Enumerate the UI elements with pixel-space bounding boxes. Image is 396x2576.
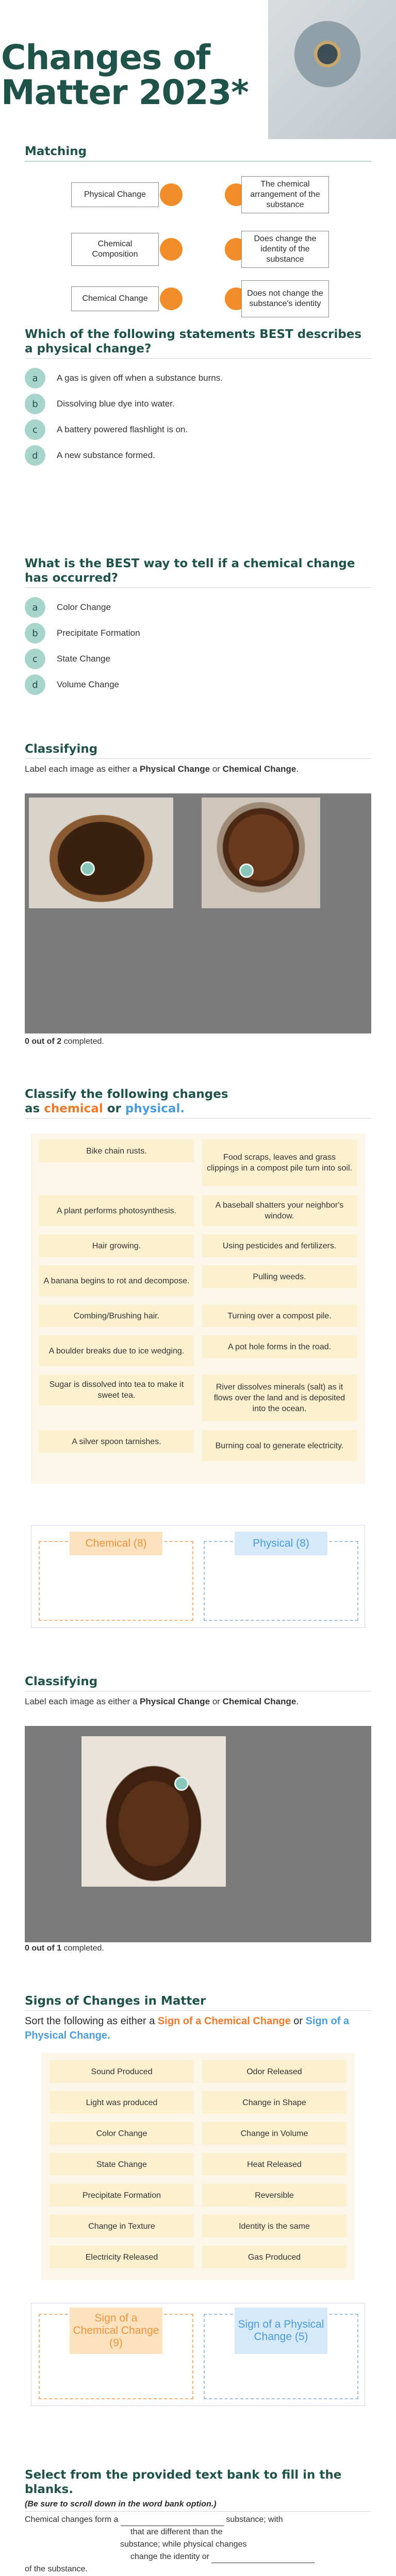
sign-card[interactable]: Color Change	[50, 2122, 194, 2145]
changes-bins	[31, 1525, 365, 1628]
progress-suffix: completed.	[61, 1037, 104, 1046]
sign-card[interactable]: Identity is the same	[202, 2215, 346, 2238]
hero-image	[268, 0, 396, 139]
option-text: A gas is given off when a substance burns.	[57, 373, 223, 383]
fill-title: Select from the provided text bank to fill in the blanks.	[25, 2468, 342, 2496]
option-text: A new substance formed.	[57, 450, 155, 460]
title-text: Classify the following changes	[25, 1088, 228, 1101]
change-card[interactable]: A silver spoon tarnishes.	[39, 1430, 194, 1453]
q2-option-a[interactable]	[25, 597, 111, 618]
option-text: Dissolving blue dye into water.	[57, 399, 175, 409]
change-card[interactable]: A banana begins to rot and decompose.	[39, 1265, 194, 1296]
instr-chemical: Chemical Change	[222, 1697, 296, 1706]
classifying-1-progress	[25, 1037, 104, 1046]
change-card[interactable]: Hair growing.	[39, 1234, 194, 1257]
title-text: as	[25, 1102, 44, 1115]
instr-text: .	[296, 764, 299, 774]
change-card[interactable]: A boulder breaks due to ice wedging.	[39, 1335, 194, 1366]
classifying-title: Classifying	[25, 1675, 98, 1688]
fill-subtitle: (Be sure to scroll down in the word bank option.)	[25, 2500, 217, 2509]
sign-card[interactable]: Change in Volume	[202, 2122, 346, 2145]
progress-count: 0 out of 1	[25, 1944, 62, 1953]
title-line-1: Changes of	[1, 38, 210, 77]
section-divider	[25, 2511, 371, 2512]
match-left-3[interactable]: Chemical Change	[71, 286, 159, 311]
change-card[interactable]: A plant performs photosynthesis.	[39, 1195, 194, 1226]
image-3-label-hotspot[interactable]	[174, 1776, 189, 1791]
instr-text: Sort the following as either a	[25, 2015, 158, 2027]
change-card[interactable]: A pot hole forms in the road.	[202, 1335, 357, 1358]
match-right-2[interactable]: Does change the identity of the substance	[241, 231, 329, 268]
chocolate-bowl-image	[29, 798, 173, 908]
option-text: Volume Change	[57, 680, 119, 689]
hero-graphic	[289, 15, 366, 93]
sign-card[interactable]: Precipitate Formation	[50, 2184, 194, 2207]
signs-title: Signs of Changes in Matter	[25, 1994, 206, 2008]
option-text: Color Change	[57, 602, 111, 612]
option-letter: c	[25, 419, 45, 440]
instr-text: Label each image as either a	[25, 1697, 140, 1706]
title-chemical: chemical	[44, 1102, 103, 1115]
signs-card-pool	[41, 2053, 355, 2280]
passage-text: of the substance.	[25, 2565, 88, 2573]
passage-text: substance; with	[226, 2515, 283, 2524]
instr-chemical: Sign of a Chemical Change	[157, 2015, 291, 2027]
section-divider	[25, 758, 371, 759]
q1-option-d[interactable]	[25, 445, 155, 466]
physical-bin-label: Physical (8)	[235, 1532, 327, 1555]
match-right-1[interactable]: The chemical arrangement of the substance	[241, 176, 329, 213]
chemical-bin-label: Chemical (8)	[70, 1532, 162, 1555]
q2-option-d[interactable]	[25, 674, 119, 695]
progress-count: 0 out of 2	[25, 1037, 62, 1046]
q2-option-c[interactable]	[25, 649, 110, 669]
option-text: State Change	[57, 654, 110, 664]
classifying-image-panel	[25, 793, 371, 1033]
change-card[interactable]: Combing/Brushing hair.	[39, 1304, 194, 1327]
image-2-label-hotspot[interactable]	[239, 863, 254, 878]
match-left-2[interactable]: Chemical Composition	[71, 233, 159, 266]
classifying-image-panel-2	[25, 1726, 371, 1942]
option-letter: b	[25, 394, 45, 414]
q2-option-b[interactable]	[25, 623, 140, 643]
sign-card[interactable]: State Change	[50, 2153, 194, 2176]
classifying-2-progress	[25, 1944, 104, 1953]
change-card[interactable]: A baseball shatters your neighbor's window.	[202, 1195, 357, 1226]
sign-card[interactable]: Heat Released	[202, 2153, 346, 2176]
sign-card[interactable]: Change in Texture	[50, 2215, 194, 2238]
classifying-instructions	[25, 1697, 371, 1707]
sign-card[interactable]: Light was produced	[50, 2091, 194, 2114]
instr-text: .	[296, 1697, 299, 1706]
sign-card[interactable]: Sound Produced	[50, 2060, 194, 2083]
change-card[interactable]: River dissolves minerals (salt) as it flows over the land and is deposited into the ocean.	[202, 1375, 357, 1421]
classifying-section-2	[25, 1674, 371, 1707]
sign-card[interactable]: Odor Released	[202, 2060, 346, 2083]
match-right-3[interactable]: Does not change the substance's identity	[241, 280, 329, 317]
sign-card[interactable]: Reversible	[202, 2184, 346, 2207]
instr-text: or	[210, 1697, 223, 1706]
instr-text: or	[210, 764, 223, 774]
question-1-title: Which of the following statements BEST describes a physical change?	[25, 328, 362, 355]
option-letter: a	[25, 597, 45, 618]
question-1	[25, 327, 371, 467]
title-line-2: Matter 2023*	[1, 73, 249, 112]
page-header	[0, 0, 396, 134]
option-letter: b	[25, 623, 45, 643]
match-left-1[interactable]: Physical Change	[71, 182, 159, 207]
q1-option-a[interactable]	[25, 368, 223, 388]
option-letter: c	[25, 649, 45, 669]
option-letter: d	[25, 445, 45, 466]
change-card[interactable]: Bike chain rusts.	[39, 1140, 194, 1162]
title-text: or	[103, 1102, 125, 1115]
instr-physical: Sign of a Physical Change.	[25, 2015, 350, 2041]
match-left-3-connector[interactable]	[160, 287, 183, 310]
matching-title: Matching	[25, 145, 87, 158]
fill-blank-section	[25, 2468, 371, 2576]
classifying-instructions	[25, 764, 371, 774]
instr-chemical: Chemical Change	[222, 764, 296, 774]
signs-bins	[31, 2303, 365, 2406]
classifying-section-1	[25, 742, 371, 774]
option-letter: a	[25, 368, 45, 388]
progress-suffix: completed.	[61, 1944, 104, 1953]
instr-text: Label each image as either a	[25, 764, 140, 774]
baked-cake-image	[202, 798, 320, 908]
classify-changes-title	[25, 1087, 371, 1116]
passage-text: Chemical changes form a	[25, 2515, 119, 2524]
option-text: A battery powered flashlight is on.	[57, 425, 188, 434]
change-card[interactable]: Food scraps, leaves and grass clippings in a compost pile turn into soil.	[202, 1140, 357, 1186]
title-physical: physical.	[125, 1102, 185, 1115]
sign-card[interactable]: Change in Shape	[202, 2091, 346, 2114]
physical-sign-bin-label: Sign of a Physical Change (5)	[235, 2308, 327, 2354]
classifying-title: Classifying	[25, 742, 98, 756]
signs-section	[25, 1994, 371, 2043]
sign-card[interactable]: Electricity Released	[50, 2246, 194, 2268]
instr-text: or	[290, 2015, 306, 2027]
instr-physical: Physical Change	[140, 1697, 210, 1706]
change-card[interactable]: Pulling weeds.	[202, 1265, 357, 1288]
fill-passage	[25, 2514, 371, 2576]
matching-section	[25, 144, 371, 337]
option-text: Precipitate Formation	[57, 628, 140, 638]
section-divider	[25, 2010, 371, 2011]
instr-physical: Physical Change	[140, 764, 210, 774]
page-title	[1, 40, 249, 110]
question-2	[25, 556, 371, 696]
q1-option-c[interactable]	[25, 419, 188, 440]
signs-instructions	[25, 2014, 371, 2043]
change-card[interactable]: Burning coal to generate electricity.	[202, 1430, 357, 1461]
option-letter: d	[25, 674, 45, 695]
chemical-sign-bin-label: Sign of a Chemical Change (9)	[70, 2308, 162, 2354]
passage-text: change the identity or	[130, 2552, 209, 2561]
change-card[interactable]: Using pesticides and fertilizers.	[202, 1234, 357, 1257]
passage-text: substance; while physical changes	[120, 2540, 247, 2549]
classify-changes-section	[25, 1087, 371, 1118]
q1-option-b[interactable]	[25, 394, 175, 414]
match-left-2-connector[interactable]	[160, 238, 183, 261]
question-2-title: What is the BEST way to tell if a chemical change has occurred?	[25, 557, 355, 585]
image-1-label-hotspot[interactable]	[80, 861, 95, 876]
frosted-cake-image	[81, 1736, 226, 1887]
change-card[interactable]: Turning over a compost pile.	[202, 1304, 357, 1327]
passage-text: that are different than the	[130, 2528, 223, 2536]
sign-card[interactable]: Gas Produced	[202, 2246, 346, 2268]
changes-card-pool	[31, 1133, 365, 1484]
change-card[interactable]: Sugar is dissolved into tea to make it sweet tea.	[39, 1375, 194, 1405]
match-left-1-connector[interactable]	[160, 183, 183, 206]
